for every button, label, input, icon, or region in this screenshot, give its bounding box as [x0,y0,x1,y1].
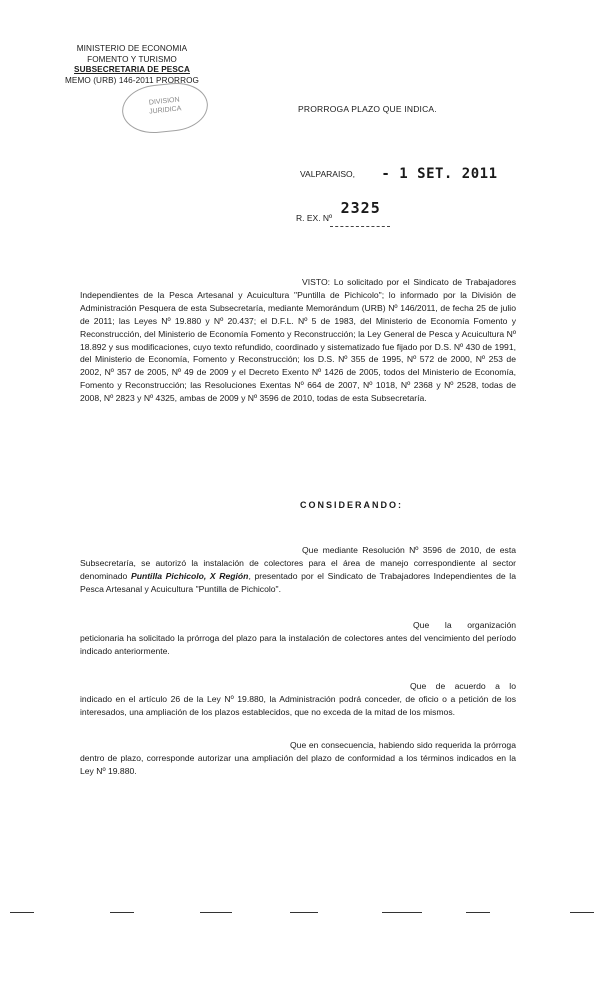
letterhead [52,44,212,86]
resolution-number [296,199,381,226]
ministry-name: MINISTERIO DE ECONOMIA [76,44,188,53]
considerando-paragraph-2 [80,619,516,658]
memo-reference: MEMO (URB) 146-2011 PRORROG [64,75,200,85]
considerando-paragraph-4 [80,739,516,778]
visto-text: Lo solicitado por el Sindicato de Trabajadores Independientes de la Pesca Artesanal y Acuicultura "Puntilla de Pichicolo"; lo informado por la División de Administración Pesquera de esta Subsecretaría, mediante Memorándum (URB) Nº 146/2011, de fecha 25 de julio de 2011; las Leyes Nº 19.880 y Nº 20.437; el D.F.L. Nº 5 de 1983, del Ministerio de Economía Fomento y Reconstrucción, del Ministerio de Economía Fomento y Reconstrucción; la Ley General de Pesca y Acuicultura Nº 18.892 y sus modificaciones, cuyo texto refundido, coordinado y sistematizado fue fijado por D.S. Nº 430 de 1991, del Ministerio de Economía, Fomento y Reconstrucción; los D.S. Nº 355 de 1995, Nº 572 de 2000, Nº 253 de 2002, Nº 357 de 2005, Nº 49 de 2009 y el Decreto Exento Nº 1426 de 2005, todos del Ministerio de Economía, Fomento y Reconstrucción; las Resoluciones Exentas Nº 664 de 2007, Nº 1018, Nº 2368 y Nº 2528, todas de 2008, Nº 2823 y Nº 4325, ambas de 2009 y Nº 3596 de 2010, todas de esta Subsecretaría. [80,277,516,404]
ministry-subname: FOMENTO Y TURISMO [87,54,177,64]
division-stamp [120,80,211,137]
considerando-heading: CONSIDERANDO: [300,500,404,510]
footer-dash [110,912,134,913]
place-label: VALPARAISO, [300,168,355,179]
footer-dash [570,912,594,913]
footer-dash [382,912,422,913]
stamp-line: DIVISION [148,96,180,107]
considerando-paragraph-1 [80,544,516,596]
footer-dash [466,912,490,913]
footer-dash [200,912,232,913]
resolution-stamp-number: 2325 [340,199,381,217]
paragraph-text: Que de acuerdo a lo indicado en el artículo 26 de la Ley Nº 19.880, la Administración podrá conceder, de oficio o a petición de los interesados, una ampliación de los plazos establecidos, que no exceda de la mitad de los mismos. [80,681,516,717]
document-subject: PRORROGA PLAZO QUE INDICA. [298,104,437,114]
footer-dash [290,912,318,913]
footer-dash [10,912,34,913]
date-stamp: - 1 SET. 2011 [381,165,498,182]
footer-rule [0,912,600,918]
sector-name: Puntilla Pichicolo, X Región [130,570,249,581]
considerando-paragraph-3 [80,680,516,719]
resolution-underline [330,226,390,227]
place-date [300,165,498,183]
visto-paragraph [80,276,516,405]
visto-lead: VISTO: [302,277,331,287]
subsecretaria-name: SUBSECRETARIA DE PESCA [74,65,190,74]
paragraph-text: Que en consecuencia, habiendo sido requerida la prórroga dentro de plazo, corresponde autorizar una ampliación del plazo de conformidad a los términos indicados en la Ley Nº 19.880. [80,740,516,776]
resolution-label: R. EX. Nº [296,213,333,223]
paragraph-text: , presentado por el Sindicato de Trabajadores Independientes de la Pesca Artesanal y Acuicultura "Puntilla de Pichicolo". [80,570,516,594]
paragraph-text: Que mediante Resolución Nº 3596 de 2010, de esta Subsecretaría, se autorizó la instalación de colectores para el área de manejo correspondiente al sector denominado [80,545,516,581]
stamp-line: JURIDICA [148,105,182,116]
paragraph-text: Que la organización peticionaria ha solicitado la prórroga del plazo para la instalación de colectores antes del vencimiento del período indicado anteriormente. [80,620,516,656]
